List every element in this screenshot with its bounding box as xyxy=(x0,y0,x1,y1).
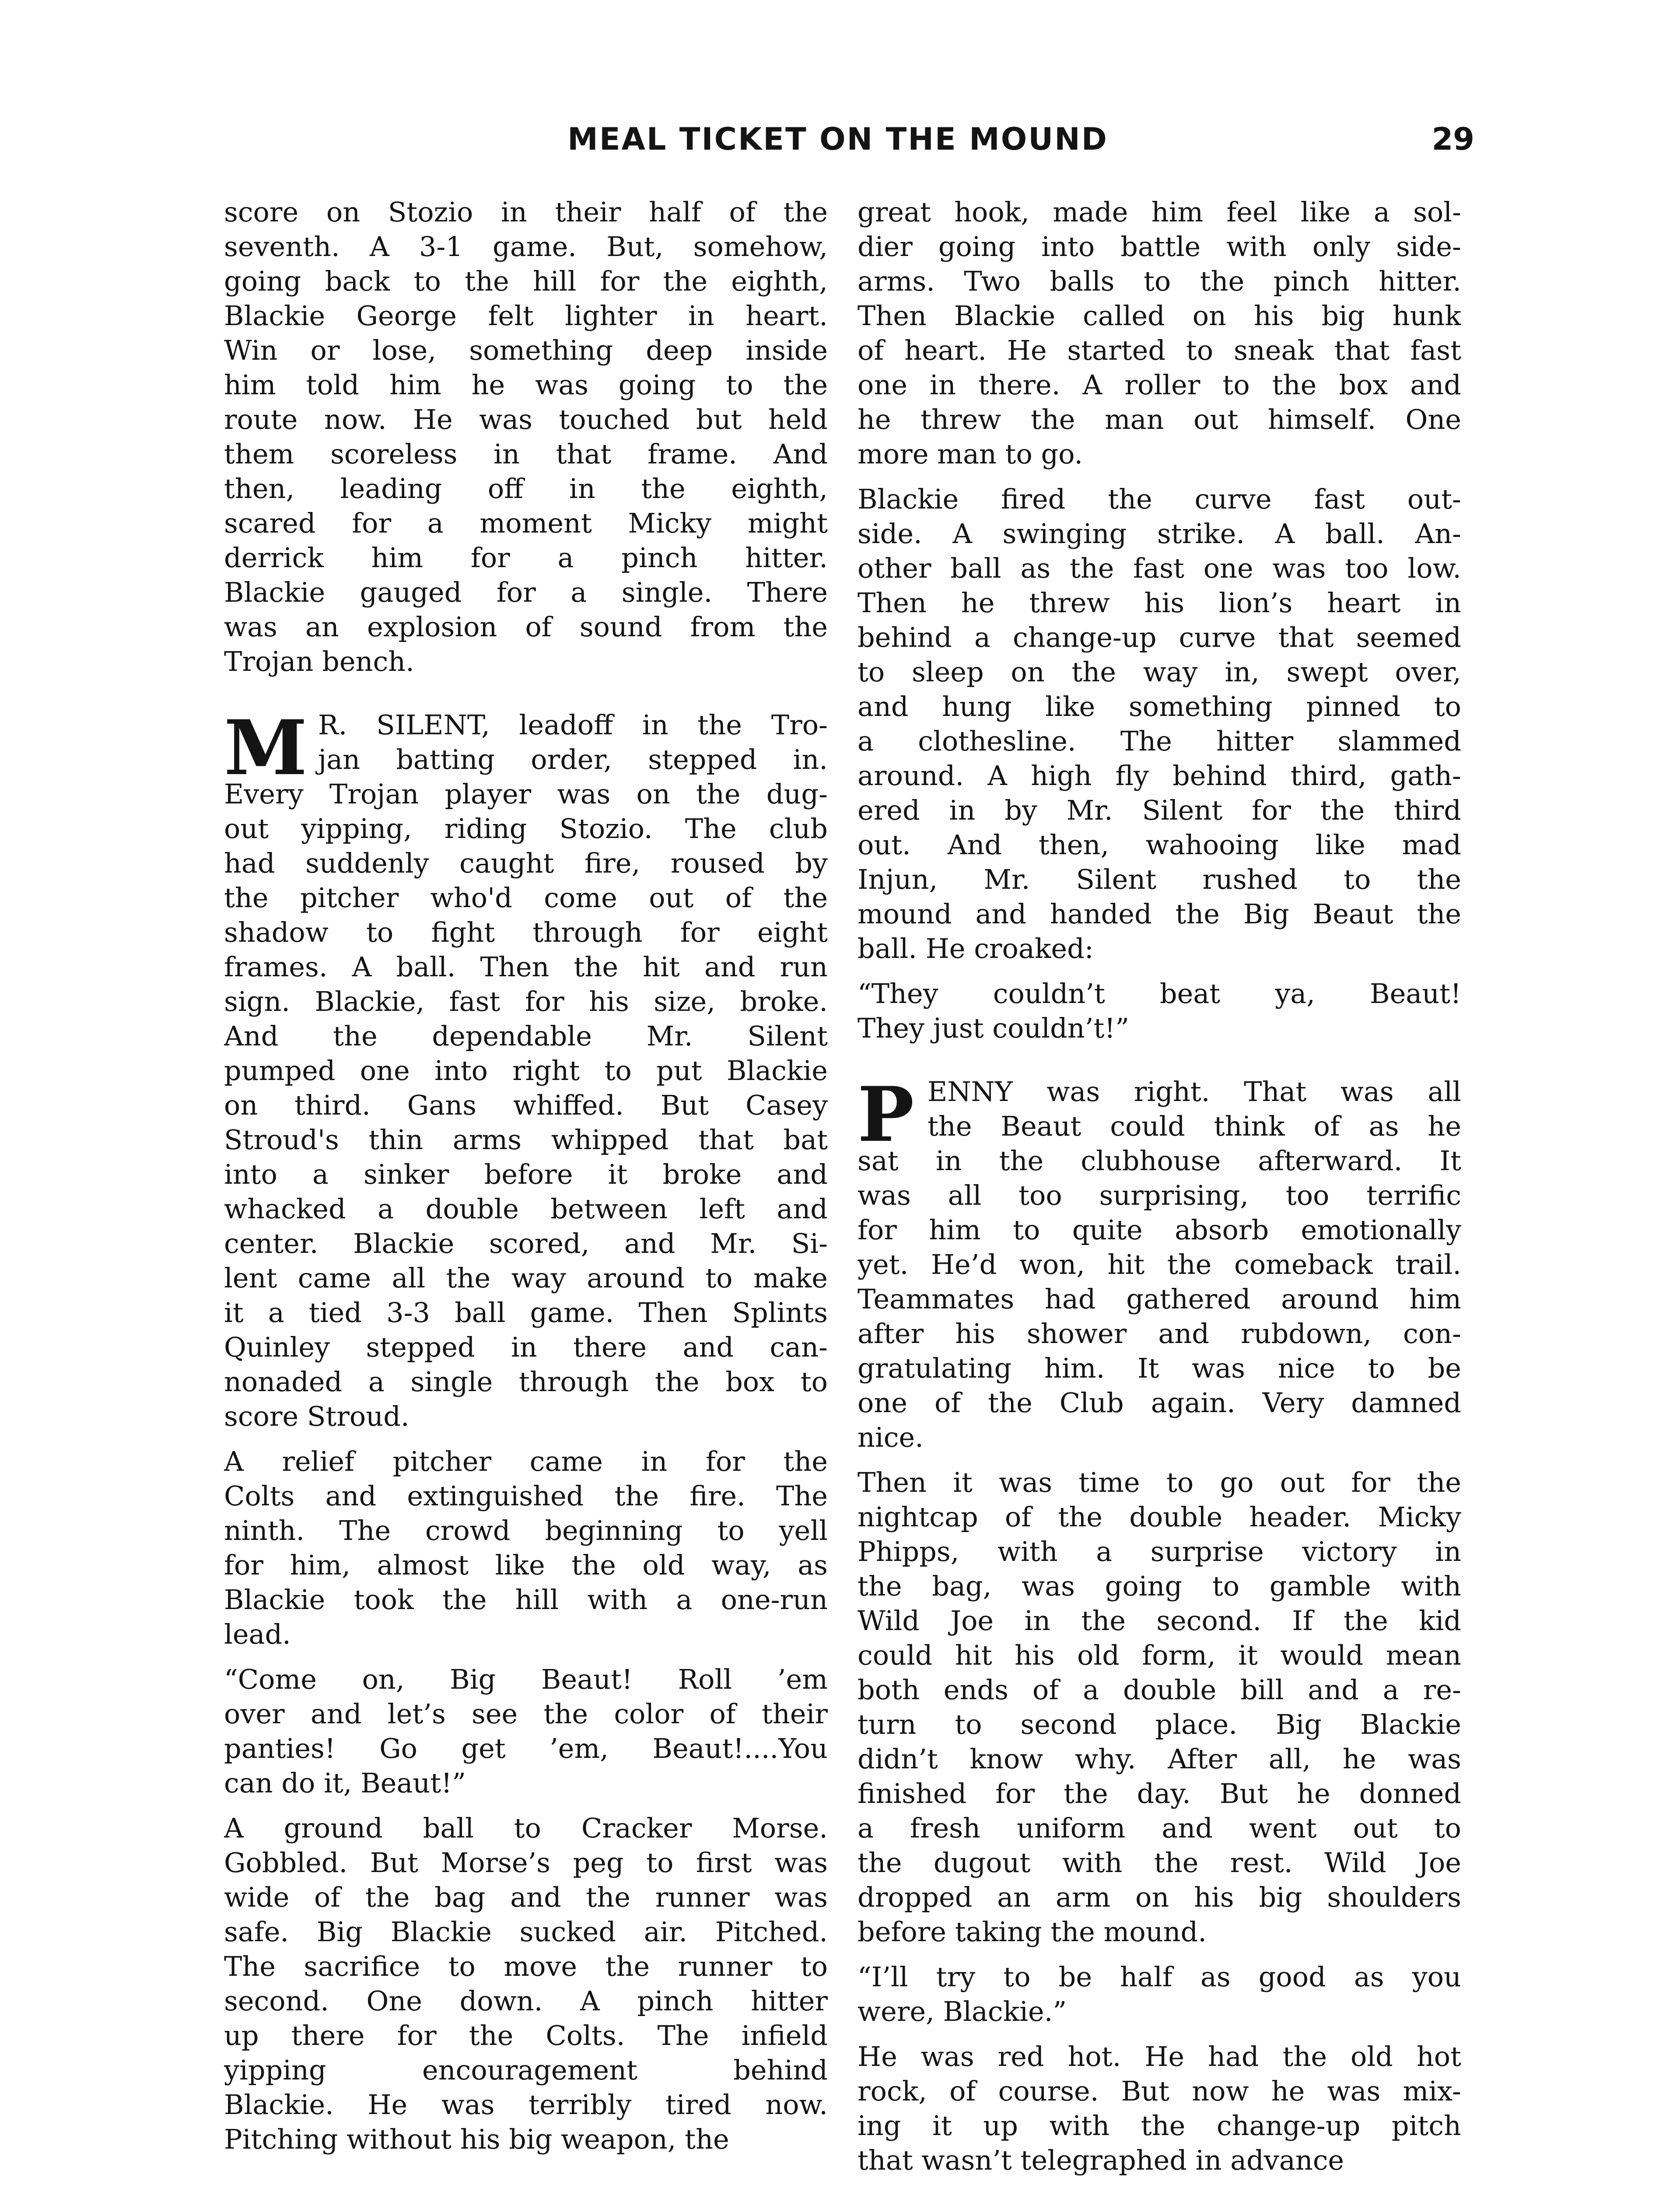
text-line: him told him he was going to the xyxy=(224,369,828,401)
text-line: Every Trojan player was on the dug- xyxy=(224,778,828,810)
drop-cap: M xyxy=(224,703,308,792)
text-line: into a sinker before it broke and xyxy=(224,1158,828,1190)
paragraph-spacer xyxy=(858,1455,1461,1465)
text-line: shadow to fight through for eight xyxy=(224,916,828,948)
text-line: before taking the mound. xyxy=(858,1916,1207,1948)
text-line: Win or lose, something deep inside xyxy=(224,334,828,366)
text-line: one of the Club again. Very damned xyxy=(858,1387,1461,1419)
text-line: a clothesline. The hitter slammed xyxy=(858,725,1461,757)
text-line: whacked a double between left and xyxy=(224,1193,828,1225)
text-line: then, leading off in the eighth, xyxy=(224,473,828,505)
text-line: had suddenly caught fire, roused by xyxy=(224,847,828,879)
paragraph-spacer xyxy=(858,1045,1461,1074)
text-line: side. A swinging strike. A ball. An- xyxy=(858,518,1461,550)
text-line: both ends of a double bill and a re- xyxy=(858,1674,1461,1706)
text-line: gratulating him. It was nice to be xyxy=(858,1352,1461,1384)
paragraph xyxy=(224,703,828,1434)
text-line: other ball as the fast one was too low. xyxy=(858,552,1461,584)
text-line: Blackie fired the curve fast out- xyxy=(858,483,1461,515)
text-line: after his shower and rubdown, con- xyxy=(858,1318,1461,1350)
text-line: score Stroud. xyxy=(224,1400,410,1432)
text-line: over and let’s see the color of their xyxy=(224,1698,828,1730)
text-line: of heart. He started to sneak that fast xyxy=(858,334,1461,366)
text-line: lent came all the way around to make xyxy=(224,1262,828,1294)
text-line: finished for the day. But he donned xyxy=(858,1778,1461,1809)
text-line: pumped one into right to put Blackie xyxy=(224,1055,828,1087)
text-line: dropped an arm on his big shoulders xyxy=(858,1881,1461,1913)
text-line: to sleep on the way in, swept over, xyxy=(858,656,1461,688)
text-line: Phipps, with a surprise victory in xyxy=(858,1536,1461,1567)
text-line: Then Blackie called on his big hunk xyxy=(858,300,1461,332)
text-line: A relief pitcher came in for the xyxy=(224,1445,828,1477)
text-line: wide of the bag and the runner was xyxy=(224,1881,828,1913)
left-text-column xyxy=(224,195,828,2156)
text-line: he threw the man out himself. One xyxy=(858,403,1461,435)
text-line: was an explosion of sound from the xyxy=(224,611,828,643)
text-line: panties! Go get ’em, Beaut!....You xyxy=(224,1732,828,1764)
text-line: “I’ll try to be half as good as you xyxy=(858,1961,1461,1993)
paragraph xyxy=(858,1960,1461,2029)
text-line: ing it up with the change-up pitch xyxy=(858,2110,1461,2142)
text-line: the bag, was going to gamble with xyxy=(858,1570,1461,1602)
paragraph xyxy=(224,1662,828,1800)
text-line: seventh. A 3-1 game. But, somehow, xyxy=(224,231,828,263)
text-line: The sacrifice to move the runner to xyxy=(224,1950,828,1982)
paragraph-spacer xyxy=(858,1949,1461,1960)
text-line: ENNY was right. That was all xyxy=(928,1076,1461,1108)
text-line: didn’t know why. After all, he was xyxy=(858,1743,1461,1775)
text-line: up there for the Colts. The infield xyxy=(224,2020,828,2051)
text-line: dier going into battle with only side- xyxy=(858,231,1461,263)
text-line: He was red hot. He had the old hot xyxy=(858,2041,1461,2072)
text-line: “Come on, Big Beaut! Roll ’em xyxy=(224,1663,828,1695)
text-line: nice. xyxy=(858,1421,924,1453)
text-line: a fresh uniform and went out to xyxy=(858,1812,1461,1844)
text-line: yet. He’d won, hit the comeback trail. xyxy=(858,1248,1461,1280)
text-line: Injun, Mr. Silent rushed to the xyxy=(858,863,1461,895)
paragraph xyxy=(858,1465,1461,1949)
paragraph-spacer xyxy=(224,679,828,708)
text-line: Then it was time to go out for the xyxy=(858,1466,1461,1498)
text-line: on third. Gans whiffed. But Casey xyxy=(224,1089,828,1121)
text-line: sat in the clubhouse afterward. It xyxy=(858,1145,1461,1177)
text-line: for him to quite absorb emotionally xyxy=(858,1214,1461,1246)
text-line: Blackie. He was terribly tired now. xyxy=(224,2089,828,2121)
text-line: Blackie George felt lighter in heart. xyxy=(224,300,828,332)
text-line: arms. Two balls to the pinch hitter. xyxy=(858,265,1461,297)
text-line: around. A high fly behind third, gath- xyxy=(858,760,1461,792)
text-line: out yipping, riding Stozio. The club xyxy=(224,813,828,845)
text-line: nonaded a single through the box to xyxy=(224,1366,828,1398)
text-line: Pitching without his big weapon, the xyxy=(224,2123,729,2155)
text-line: the Beaut could think of as he xyxy=(928,1110,1461,1142)
paragraph-spacer xyxy=(224,1800,828,1811)
text-line: Blackie took the hill with a one-run xyxy=(224,1584,828,1616)
paragraph xyxy=(858,976,1461,1045)
text-line: Blackie gauged for a single. There xyxy=(224,576,828,608)
paragraph xyxy=(224,1811,828,2156)
text-line: ninth. The crowd beginning to yell xyxy=(224,1515,828,1546)
right-text-column xyxy=(858,195,1461,2177)
text-line: mound and handed the Big Beaut the xyxy=(858,898,1461,930)
paragraph xyxy=(858,2039,1461,2177)
text-line: out. And then, wahooing like mad xyxy=(858,829,1461,861)
text-line: Then he threw his lion’s heart in xyxy=(858,587,1461,619)
paragraph-spacer xyxy=(224,1652,828,1662)
text-line: the pitcher who'd come out of the xyxy=(224,882,828,914)
text-line: A ground ball to Cracker Morse. xyxy=(224,1812,828,1844)
paragraph xyxy=(224,195,828,679)
paragraph xyxy=(858,195,1461,471)
text-line: yipping encouragement behind xyxy=(224,2054,828,2086)
text-line: for him, almost like the old way, as xyxy=(224,1549,828,1581)
text-line: route now. He was touched but held xyxy=(224,403,828,435)
text-line: behind a change-up curve that seemed xyxy=(858,621,1461,653)
text-line: lead. xyxy=(224,1618,291,1650)
text-line: safe. Big Blackie sucked air. Pitched. xyxy=(224,1916,828,1948)
text-line: Colts and extinguished the fire. The xyxy=(224,1480,828,1512)
text-line: one in there. A roller to the box and xyxy=(858,369,1461,401)
text-line: nightcap of the double header. Micky xyxy=(858,1501,1461,1533)
text-line: and hung like something pinned to xyxy=(858,691,1461,722)
text-line: They just couldn’t!” xyxy=(858,1012,1129,1044)
paragraph xyxy=(858,482,1461,966)
text-line: And the dependable Mr. Silent xyxy=(224,1020,828,1052)
paragraph-spacer xyxy=(858,471,1461,482)
text-line: sign. Blackie, fast for his size, broke. xyxy=(224,985,828,1017)
text-line: were, Blackie.” xyxy=(858,1995,1067,2027)
text-line: them scoreless in that frame. And xyxy=(224,438,828,470)
text-line: score on Stozio in their half of the xyxy=(224,196,828,228)
text-line: more man to go. xyxy=(858,438,1083,470)
text-line: Wild Joe in the second. If the kid xyxy=(858,1605,1461,1637)
drop-cap: P xyxy=(858,1070,914,1159)
paragraph-spacer xyxy=(858,966,1461,976)
text-line: “They couldn’t beat ya, Beaut! xyxy=(858,978,1461,1010)
text-line: was all too surprising, too terrific xyxy=(858,1179,1461,1211)
text-line: jan batting order, stepped in. xyxy=(318,743,828,775)
text-line: could hit his old form, it would mean xyxy=(858,1639,1461,1671)
text-line: can do it, Beaut!” xyxy=(224,1767,466,1799)
text-line: ered in by Mr. Silent for the third xyxy=(858,794,1461,826)
text-line: Gobbled. But Morse’s peg to first was xyxy=(224,1847,828,1879)
text-line: Quinley stepped in there and can- xyxy=(224,1331,828,1363)
paragraph xyxy=(224,1444,828,1652)
running-head: MEAL TICKET ON THE MOUND xyxy=(567,121,1108,157)
text-line: Teammates had gathered around him xyxy=(858,1283,1461,1315)
text-line: great hook, made him feel like a sol- xyxy=(858,196,1461,228)
text-line: ball. He croaked: xyxy=(858,933,1094,964)
text-line: Trojan bench. xyxy=(224,645,414,677)
text-line: scared for a moment Micky might xyxy=(224,507,828,539)
text-line: it a tied 3-3 ball game. Then Splints xyxy=(224,1297,828,1329)
text-line: that wasn’t telegraphed in advance xyxy=(858,2144,1344,2176)
text-line: Stroud's thin arms whipped that bat xyxy=(224,1124,828,1156)
paragraph xyxy=(858,1070,1461,1455)
paragraph-spacer xyxy=(858,2029,1461,2039)
text-line: center. Blackie scored, and Mr. Si- xyxy=(224,1227,828,1259)
text-line: the dugout with the rest. Wild Joe xyxy=(858,1847,1461,1879)
text-line: turn to second place. Big Blackie xyxy=(858,1708,1461,1740)
text-line: going back to the hill for the eighth, xyxy=(224,265,828,297)
text-line: derrick him for a pinch hitter. xyxy=(224,542,828,574)
text-line: second. One down. A pinch hitter xyxy=(224,1985,828,2017)
text-line: rock, of course. But now he was mix- xyxy=(858,2075,1461,2107)
page-number: 29 xyxy=(1432,121,1474,157)
text-line: R. SILENT, leadoff in the Tro- xyxy=(318,709,828,741)
paragraph-spacer xyxy=(224,1434,828,1444)
text-line: frames. A ball. Then the hit and run xyxy=(224,951,828,983)
